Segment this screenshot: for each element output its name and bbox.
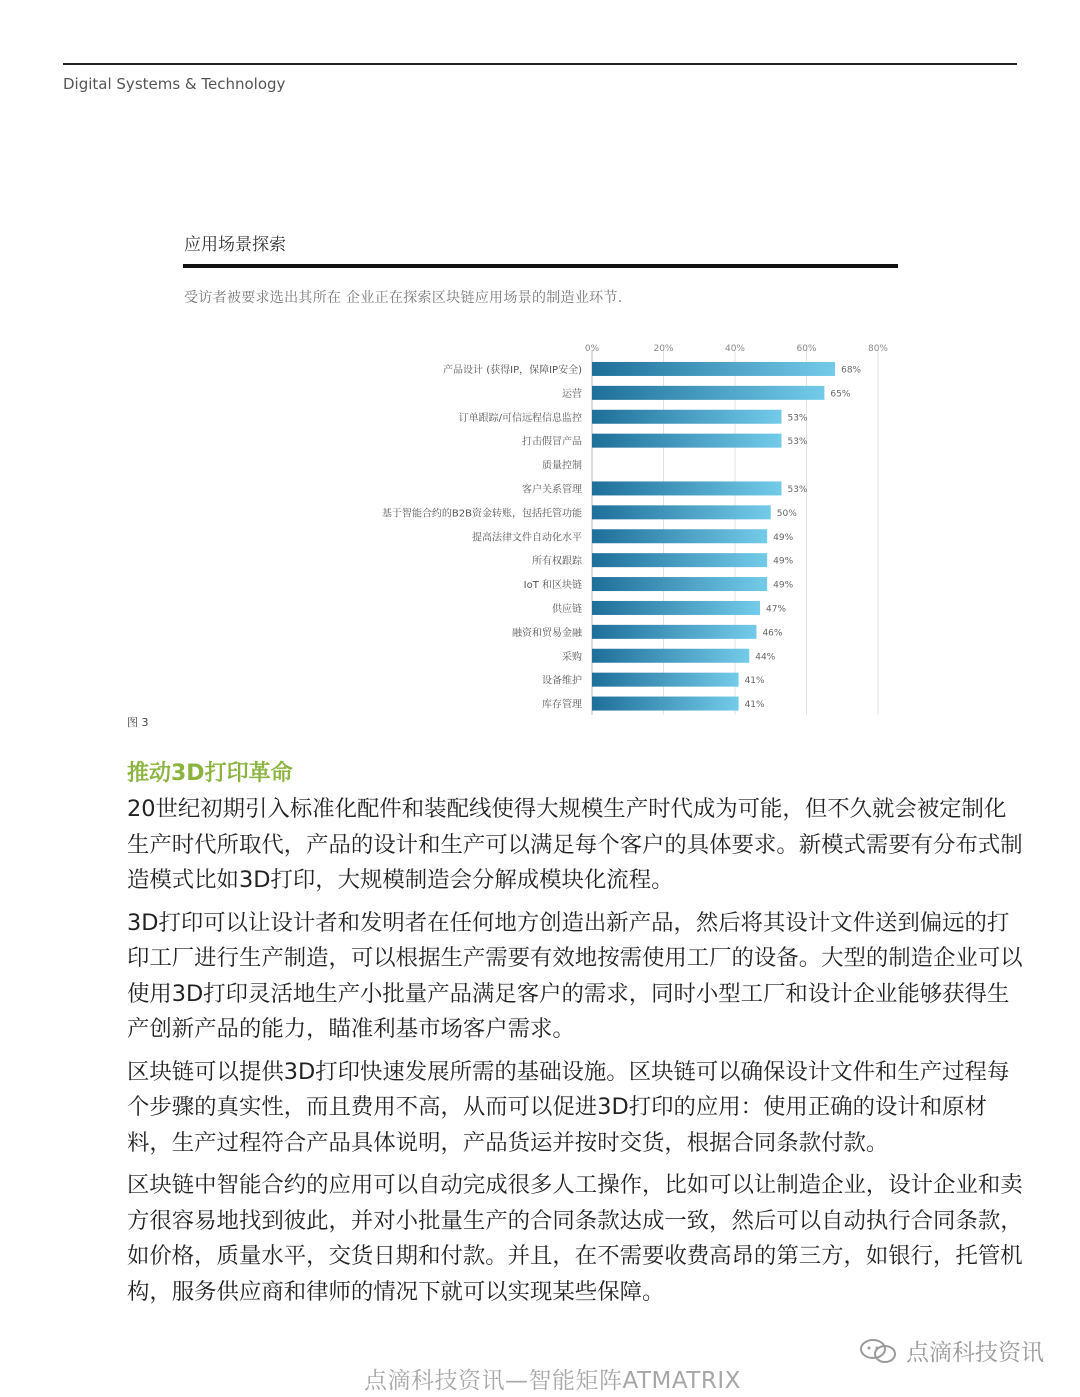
paragraph: 20世纪初期引入标准化配件和装配线使得大规模生产时代成为可能，但不久就会被定制化生产时代所取代，产品的设计和生产可以满足每个客户的具体要求。新模式需要有分布式制造模式比如3D打印，大规模制造会分解成模块化流程。 bbox=[127, 796, 1023, 893]
bar bbox=[592, 649, 749, 663]
bar bbox=[592, 601, 760, 615]
data-label: 41% bbox=[744, 676, 765, 687]
bar bbox=[592, 434, 781, 448]
category-label: 打击假冒产品 bbox=[522, 436, 582, 448]
data-label: 53% bbox=[787, 413, 808, 424]
paragraph: 3D打印可以让设计者和发明者在任何地方创造出新产品，然后将其设计文件送到偏远的打印工厂进行生产制造，可以根据生产需要有效地按需使用工厂的设备。大型的制造企业可以使用3D打印灵活地生产小批量产品满足客户的需求，同时小型工厂和设计企业能够获得生产创新产品的能力，瞄准利基市场客户需求。 bbox=[127, 909, 1023, 1042]
wechat-icon bbox=[858, 1337, 900, 1365]
category-label: 所有权跟踪 bbox=[532, 556, 582, 568]
data-label: 53% bbox=[787, 437, 808, 448]
watermark-right bbox=[858, 1334, 1044, 1367]
category-label: 融资和贸易金融 bbox=[512, 627, 582, 639]
category-label: 运营 bbox=[562, 388, 582, 400]
paragraph: 区块链中智能合约的应用可以自动完成很多人工操作，比如可以让制造企业，设计企业和卖方很容易地找到彼此，并对小批量生产的合同条款达成一致，然后可以自动执行合同条款，如价格，质量水平，交货日期和付款。并且，在不需要收费高昂的第三方，如银行，托管机构，服务供应商和律师的情况下就可以实现某些保障。 bbox=[127, 1172, 1023, 1305]
data-label: 49% bbox=[773, 580, 794, 591]
category-label: 质量控制 bbox=[542, 460, 582, 472]
data-label: 53% bbox=[787, 484, 808, 495]
top-rule bbox=[63, 63, 1017, 65]
data-label: 49% bbox=[773, 532, 794, 543]
figure-label: 图 3 bbox=[127, 716, 149, 729]
x-tick-label: 40% bbox=[724, 344, 746, 354]
bar bbox=[592, 505, 771, 519]
article-body bbox=[127, 792, 1027, 1317]
bar bbox=[592, 673, 739, 687]
section-title: 应用场景探索 bbox=[184, 235, 286, 255]
bar bbox=[592, 577, 767, 591]
category-label: 客户关系管理 bbox=[522, 484, 582, 496]
data-label: 41% bbox=[744, 700, 765, 711]
data-label: 68% bbox=[841, 365, 862, 376]
bar bbox=[592, 410, 781, 424]
category-label: 基于智能合约的B2B资金转账，包括托管功能 bbox=[381, 508, 582, 520]
article-heading: 推动3D打印革命 bbox=[127, 761, 293, 786]
data-label: 46% bbox=[762, 628, 783, 639]
category-label: 提高法律文件自动化水平 bbox=[472, 532, 582, 544]
data-label: 65% bbox=[830, 389, 851, 400]
category-label: 产品设计 (获得IP，保障IP安全) bbox=[443, 364, 582, 376]
section-rule bbox=[183, 264, 898, 268]
x-tick-label: 20% bbox=[653, 344, 674, 354]
watermark-right-text: 点滴科技资讯 bbox=[906, 1340, 1044, 1366]
data-label: 44% bbox=[755, 652, 776, 663]
paragraph: 区块链可以提供3D打印快速发展所需的基础设施。区块链可以确保设计文件和生产过程每个步骤的真实性，而且费用不高，从而可以促进3D打印的应用：使用正确的设计和原材料，生产过程符合产品具体说明，产品货运并按时交货，根据合同条款付款。 bbox=[127, 1058, 1010, 1156]
data-label: 47% bbox=[766, 604, 787, 615]
watermark-center: 点滴科技资讯—智能矩阵ATMATRIX bbox=[364, 1368, 741, 1394]
data-label: 49% bbox=[773, 556, 794, 567]
category-label: 供应链 bbox=[552, 603, 582, 615]
category-label: 订单跟踪/可信远程信息监控 bbox=[458, 412, 582, 424]
bar bbox=[592, 362, 835, 376]
data-label: 50% bbox=[776, 508, 797, 519]
x-tick-label: 60% bbox=[796, 344, 817, 354]
header-text: Digital Systems & Technology bbox=[63, 75, 286, 93]
category-label: 库存管理 bbox=[542, 699, 582, 711]
bar bbox=[592, 697, 739, 711]
bar bbox=[592, 553, 767, 567]
bar bbox=[592, 481, 781, 495]
bar-chart bbox=[320, 335, 900, 715]
category-label: IoT 和区块链 bbox=[523, 580, 582, 592]
section-description: 受访者被要求选出其所在 企业正在探索区块链应用场景的制造业环节. bbox=[184, 290, 623, 306]
x-tick-label: 0% bbox=[584, 344, 600, 354]
bar bbox=[592, 386, 824, 400]
x-tick-label: 80% bbox=[867, 344, 889, 354]
bar bbox=[592, 529, 767, 543]
category-label: 采购 bbox=[562, 651, 582, 663]
category-label: 设备维护 bbox=[542, 675, 582, 687]
bar bbox=[592, 625, 756, 639]
